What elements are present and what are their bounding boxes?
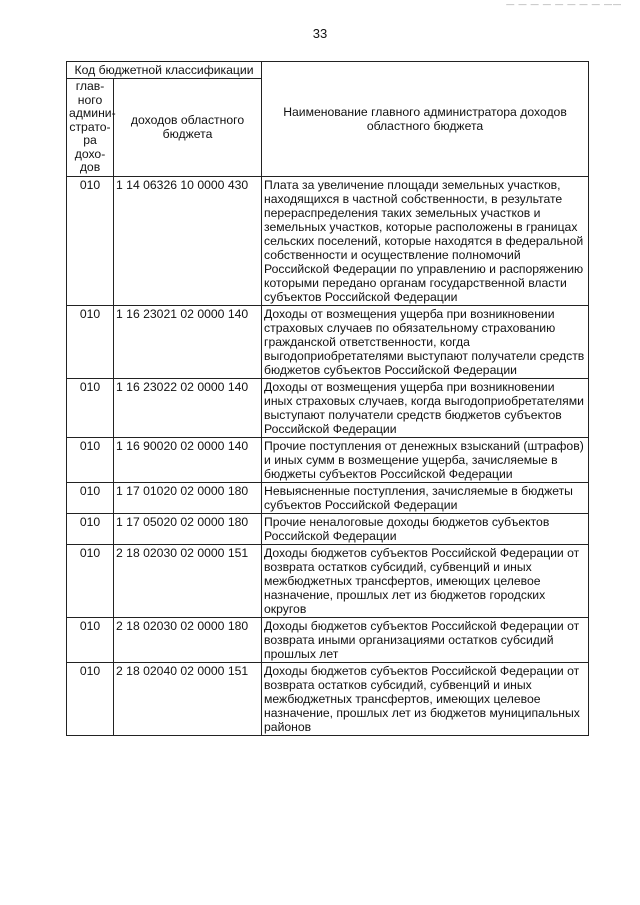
row-admin-code: 010 bbox=[67, 662, 114, 735]
row-budget-code: 2 18 02040 02 0000 151 bbox=[114, 662, 262, 735]
row-admin-code: 010 bbox=[67, 305, 114, 378]
row-income-name: Доходы от возмещения ущерба при возникновении страховых случаев по обязательному страхованию гражданской ответственности, когда выгодоприобретателями выступают получатели средств бюджетов субъектов Российской Федерации bbox=[262, 305, 589, 378]
row-budget-code: 2 18 02030 02 0000 180 bbox=[114, 617, 262, 662]
row-income-name: Доходы бюджетов субъектов Российской Федерации от возврата остатков субсидий, субвенций и иных межбюджетных трансфертов, имеющих целевое назначение, прошлых лет из бюджетов городских округов bbox=[262, 544, 589, 617]
row-income-name: Доходы от возмещения ущерба при возникновении иных страховых случаев, когда выгодоприобретателями выступают получатели средств бюджетов субъектов Российской Федерации bbox=[262, 378, 589, 437]
row-admin-code: 010 bbox=[67, 544, 114, 617]
row-budget-code: 1 16 23022 02 0000 140 bbox=[114, 378, 262, 437]
row-budget-code: 2 18 02030 02 0000 151 bbox=[114, 544, 262, 617]
table-row bbox=[67, 513, 589, 544]
row-admin-code: 010 bbox=[67, 482, 114, 513]
row-budget-code: 1 17 05020 02 0000 180 bbox=[114, 513, 262, 544]
row-budget-code: 1 17 01020 02 0000 180 bbox=[114, 482, 262, 513]
row-admin-code: 010 bbox=[67, 617, 114, 662]
table-row bbox=[67, 662, 589, 735]
row-admin-code: 010 bbox=[67, 513, 114, 544]
row-budget-code: 1 14 06326 10 0000 430 bbox=[114, 176, 262, 305]
row-income-name: Плата за увеличение площади земельных участков, находящихся в частной собственности, в результате перераспределения таких земельных участков и земельных участков, которые расположены в границах сельских поселений, которые находятся в федеральной собственности и осуществление полномочий Российской Федерации по управлению и распоряжению которыми передано органам государственной власти субъектов Российской Федерации bbox=[262, 176, 589, 305]
row-income-name: Доходы бюджетов субъектов Российской Федерации от возврата иными организациями остатков субсидий прошлых лет bbox=[262, 617, 589, 662]
row-admin-code: 010 bbox=[67, 176, 114, 305]
row-admin-code: 010 bbox=[67, 437, 114, 482]
table-row bbox=[67, 305, 589, 378]
row-income-name: Прочие поступления от денежных взысканий (штрафов) и иных сумм в возмещение ущерба, зачисляемые в бюджеты субъектов Российской Федерации bbox=[262, 437, 589, 482]
header-chief-administrator: глав-ного админи-страто-ра дохо-дов bbox=[67, 79, 114, 177]
table-row bbox=[67, 176, 589, 305]
row-budget-code: 1 16 23021 02 0000 140 bbox=[114, 305, 262, 378]
table-row bbox=[67, 437, 589, 482]
header-regional-budget-income: доходов областного бюджета bbox=[114, 79, 262, 177]
header-budget-classification-code: Код бюджетной классификации bbox=[67, 62, 262, 79]
table-header-row-1 bbox=[67, 62, 589, 79]
table-row bbox=[67, 482, 589, 513]
row-income-name: Невыясненные поступления, зачисляемые в бюджеты субъектов Российской Федерации bbox=[262, 482, 589, 513]
budget-classification-table bbox=[66, 61, 589, 736]
row-income-name: Доходы бюджетов субъектов Российской Федерации от возврата остатков субсидий, субвенций и иных межбюджетных трансфертов, имеющих целевое назначение, прошлых лет из бюджетов муниципальных районов bbox=[262, 662, 589, 735]
table-row bbox=[67, 378, 589, 437]
row-income-name: Прочие неналоговые доходы бюджетов субъектов Российской Федерации bbox=[262, 513, 589, 544]
page-number: 33 bbox=[312, 26, 328, 41]
header-marks: — — — — — — — — —— bbox=[506, 0, 622, 9]
table-body bbox=[67, 176, 589, 735]
row-budget-code: 1 16 90020 02 0000 140 bbox=[114, 437, 262, 482]
header-administrator-name: Наименование главного администратора доходов областного бюджета bbox=[262, 62, 589, 177]
table-row bbox=[67, 544, 589, 617]
table-row bbox=[67, 617, 589, 662]
row-admin-code: 010 bbox=[67, 378, 114, 437]
